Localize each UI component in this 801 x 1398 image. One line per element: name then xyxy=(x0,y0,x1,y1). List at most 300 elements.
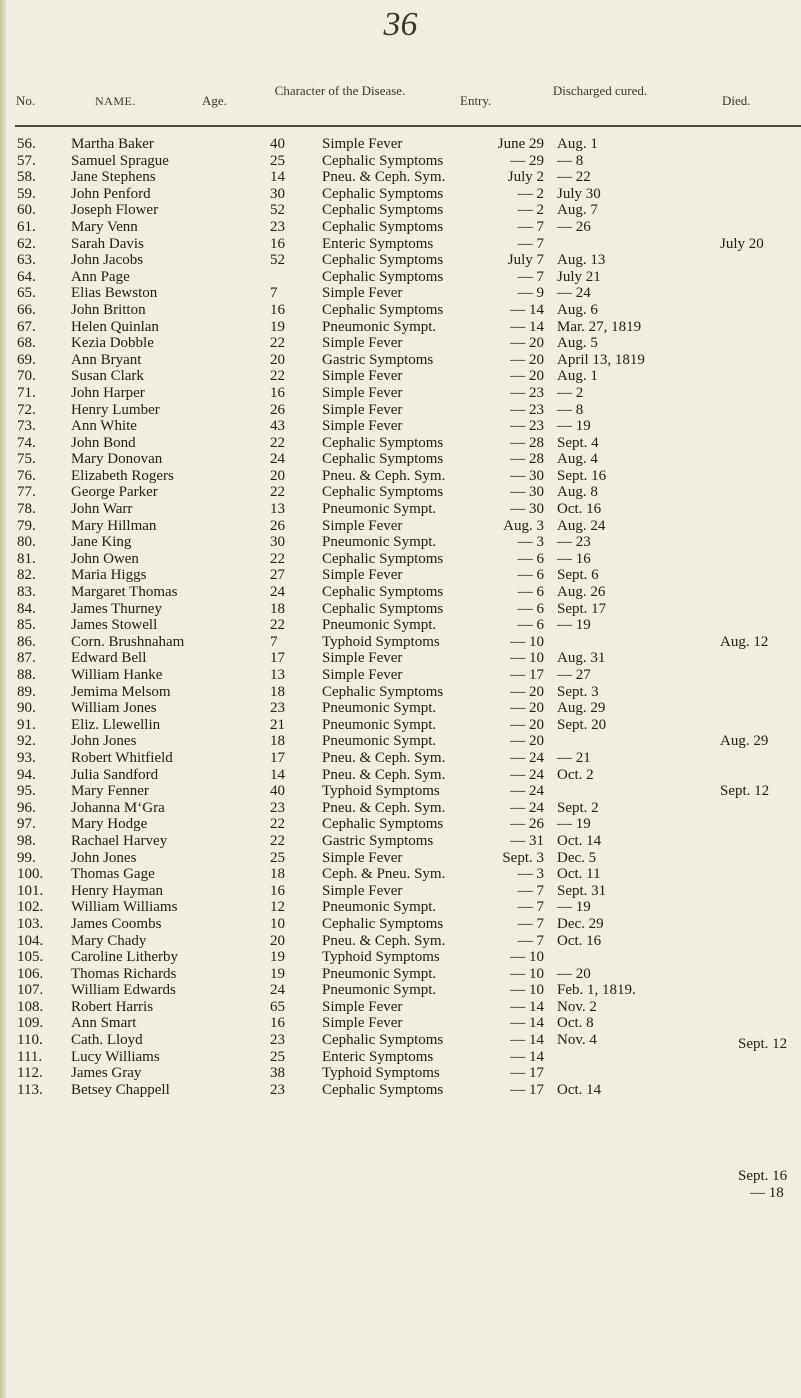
disease-character: Typhoid Symptoms xyxy=(322,949,440,966)
table-row xyxy=(0,302,801,319)
case-number: 101. xyxy=(17,882,44,899)
patient-age: 20 xyxy=(270,932,285,949)
discharged-date: — 8 xyxy=(557,152,584,169)
disease-character: Cephalic Symptoms xyxy=(322,484,444,501)
table-row xyxy=(0,1015,801,1032)
entry-date: — 20 xyxy=(510,716,544,733)
disease-character: Typhoid Symptoms xyxy=(322,633,440,650)
entry-date: — 7 xyxy=(517,932,544,949)
patient-age: 16 xyxy=(270,1015,285,1032)
entry-date: — 7 xyxy=(517,268,544,285)
header-name: NAME. xyxy=(95,94,136,108)
table-header xyxy=(0,82,801,122)
table-row xyxy=(0,501,801,518)
entry-date: — 20 xyxy=(510,368,544,385)
case-number: 86. xyxy=(17,633,36,650)
disease-character: Pneu. & Ceph. Sym. xyxy=(322,169,446,186)
patient-name: Rachael Harvey xyxy=(71,832,168,849)
patient-age: 22 xyxy=(270,816,285,833)
died-date: Aug. 12 xyxy=(720,633,769,650)
entry-date: — 28 xyxy=(510,434,544,451)
discharged-date: Feb. 1, 1819. xyxy=(557,982,636,999)
disease-character: Cephalic Symptoms xyxy=(322,185,444,202)
disease-character: Cephalic Symptoms xyxy=(322,600,444,617)
discharged-date: — 24 xyxy=(557,285,591,302)
discharged-date: — 16 xyxy=(557,550,591,567)
patient-age: 24 xyxy=(270,982,285,999)
case-number: 75. xyxy=(17,451,36,468)
patient-age: 23 xyxy=(270,1032,285,1049)
patient-age: 40 xyxy=(270,136,285,152)
disease-character: Cephalic Symptoms xyxy=(322,550,444,567)
discharged-date: — 23 xyxy=(557,534,591,551)
disease-character: Simple Fever xyxy=(322,335,403,352)
disease-character: Simple Fever xyxy=(322,517,403,534)
entry-date: — 10 xyxy=(510,650,544,667)
entry-date: — 30 xyxy=(510,501,544,518)
patient-name: Mary Venn xyxy=(71,218,138,235)
patient-name: James Thurney xyxy=(71,600,162,617)
case-number: 87. xyxy=(17,650,36,667)
disease-character: Gastric Symptoms xyxy=(322,832,434,849)
case-number: 110. xyxy=(17,1032,43,1049)
patient-age: 19 xyxy=(270,965,285,982)
patient-age: 18 xyxy=(270,683,285,700)
entry-date: — 7 xyxy=(517,235,544,252)
entry-date: — 6 xyxy=(517,584,544,601)
entry-date: — 30 xyxy=(510,467,544,484)
entry-date: — 2 xyxy=(517,202,544,219)
table-row xyxy=(0,733,801,750)
patient-name: Betsey Chappell xyxy=(71,1081,170,1098)
discharged-date: April 13, 1819 xyxy=(557,351,645,368)
patient-name: Ann Bryant xyxy=(71,351,142,368)
discharged-date: Aug. 24 xyxy=(557,517,606,534)
disease-character: Gastric Symptoms xyxy=(322,351,434,368)
disease-character: Cephalic Symptoms xyxy=(322,202,444,219)
discharged-date: Oct. 2 xyxy=(557,766,594,783)
table-row xyxy=(0,1082,801,1099)
entry-date: — 24 xyxy=(510,783,544,800)
patient-age: 22 xyxy=(270,832,285,849)
discharged-date: — 22 xyxy=(557,169,591,186)
died-note: Sept. 16 xyxy=(738,1168,788,1184)
discharged-date: Sept. 2 xyxy=(557,799,599,816)
patient-age: 38 xyxy=(270,1065,285,1082)
discharged-date: Mar. 27, 1819 xyxy=(557,318,642,335)
disease-character: Cephalic Symptoms xyxy=(322,683,444,700)
patient-name: Jane King xyxy=(71,534,132,551)
patient-age: 43 xyxy=(270,418,285,435)
died-note: — 18 xyxy=(750,1185,784,1201)
case-number: 78. xyxy=(17,501,36,518)
disease-character: Simple Fever xyxy=(322,1015,403,1032)
case-number: 100. xyxy=(17,866,44,883)
entry-date: — 31 xyxy=(510,832,544,849)
entry-date: — 20 xyxy=(510,335,544,352)
patient-name: Elizabeth Rogers xyxy=(71,467,174,484)
patient-name: Lucy Williams xyxy=(71,1048,160,1065)
disease-character: Pneu. & Ceph. Sym. xyxy=(322,467,446,484)
entry-date: — 3 xyxy=(517,866,544,883)
case-number: 81. xyxy=(17,550,36,567)
patient-age: 22 xyxy=(270,434,285,451)
page-number: 36 xyxy=(383,6,418,43)
entry-date: — 26 xyxy=(510,816,544,833)
table-row xyxy=(0,966,801,983)
patient-name: Jemima Melsom xyxy=(71,683,171,700)
table-row xyxy=(0,634,801,651)
entry-date: — 10 xyxy=(510,949,544,966)
table-row xyxy=(0,236,801,253)
table-row xyxy=(0,617,801,634)
case-number: 64. xyxy=(17,268,36,285)
discharged-date: Aug. 4 xyxy=(557,451,598,468)
patient-age: 24 xyxy=(270,451,285,468)
patient-name: John Owen xyxy=(71,550,139,567)
discharged-date: — 19 xyxy=(557,899,591,916)
patient-name: Kezia Dobble xyxy=(71,335,154,352)
entry-date: — 14 xyxy=(510,998,544,1015)
patient-name: Margaret Thomas xyxy=(71,584,178,601)
disease-character: Pneumonic Sympt. xyxy=(322,700,437,717)
patient-age: 25 xyxy=(270,152,285,169)
header-died: Died. xyxy=(722,93,751,108)
discharged-date: Sept. 20 xyxy=(557,716,607,733)
entry-date: — 14 xyxy=(510,318,544,335)
table-row xyxy=(0,816,801,833)
table-row xyxy=(0,650,801,667)
disease-character: Simple Fever xyxy=(322,650,403,667)
patient-age: 26 xyxy=(270,401,285,418)
discharged-date: Sept. 31 xyxy=(557,882,607,899)
patient-age: 16 xyxy=(270,301,285,318)
disease-character: Simple Fever xyxy=(322,849,403,866)
discharged-date: Nov. 4 xyxy=(557,1032,597,1049)
entry-date: — 14 xyxy=(510,301,544,318)
case-number: 83. xyxy=(17,584,36,601)
patient-age: 24 xyxy=(270,584,285,601)
case-number: 85. xyxy=(17,617,36,634)
discharged-date: Aug. 8 xyxy=(557,484,598,501)
disease-character: Cephalic Symptoms xyxy=(322,451,444,468)
table-row xyxy=(0,468,801,485)
patient-age: 23 xyxy=(270,218,285,235)
case-number: 93. xyxy=(17,749,36,766)
patient-age: 26 xyxy=(270,517,285,534)
case-number: 94. xyxy=(17,766,36,783)
header-age: Age. xyxy=(202,93,227,108)
discharged-date: Dec. 29 xyxy=(557,915,604,932)
disease-character: Pneumonic Sympt. xyxy=(322,982,437,999)
discharged-date: Oct. 11 xyxy=(557,866,601,883)
patient-age: 14 xyxy=(270,766,285,783)
disease-character: Cephalic Symptoms xyxy=(322,434,444,451)
disease-character: Cephalic Symptoms xyxy=(322,268,444,285)
discharged-date: Sept. 6 xyxy=(557,567,599,584)
patient-name: Mary Hodge xyxy=(71,816,148,833)
table-row xyxy=(0,1032,801,1049)
patient-name: Cath. Lloyd xyxy=(71,1032,143,1049)
case-number: 92. xyxy=(17,733,36,750)
case-number: 109. xyxy=(17,1015,44,1032)
entry-date: — 7 xyxy=(517,915,544,932)
discharged-date: Aug. 29 xyxy=(557,700,606,717)
patient-name: George Parker xyxy=(71,484,158,501)
patient-age: 20 xyxy=(270,351,285,368)
discharged-date: Sept. 17 xyxy=(557,600,607,617)
header-entry: Entry. xyxy=(460,93,492,108)
case-number: 73. xyxy=(17,418,36,435)
discharged-date: Oct. 16 xyxy=(557,501,602,518)
entry-date: — 6 xyxy=(517,617,544,634)
case-number: 69. xyxy=(17,351,36,368)
patient-age: 18 xyxy=(270,733,285,750)
disease-character: Simple Fever xyxy=(322,285,403,302)
patient-age: 10 xyxy=(270,915,285,932)
case-number: 66. xyxy=(17,301,36,318)
entry-date: June 29 xyxy=(497,136,544,152)
entry-date: — 9 xyxy=(517,285,544,302)
disease-character: Pneumonic Sympt. xyxy=(322,965,437,982)
case-number: 65. xyxy=(17,285,36,302)
patient-age: 13 xyxy=(270,667,285,683)
patient-name: Martha Baker xyxy=(71,136,154,152)
case-number: 63. xyxy=(17,252,36,269)
discharged-date: Nov. 2 xyxy=(557,998,597,1015)
patient-age: 12 xyxy=(270,899,285,916)
patient-name: Corn. Brushnaham xyxy=(71,633,185,650)
table-row xyxy=(0,335,801,352)
patient-age: 27 xyxy=(270,567,285,584)
case-number: 72. xyxy=(17,401,36,418)
died-note: Sept. 12 xyxy=(738,1036,788,1052)
patient-name: John Jones xyxy=(71,733,137,750)
died-date: Aug. 29 xyxy=(720,733,769,750)
patient-age: 25 xyxy=(270,849,285,866)
patient-name: Edward Bell xyxy=(71,650,147,667)
disease-character: Cephalic Symptoms xyxy=(322,218,444,235)
patient-age: 13 xyxy=(270,501,285,518)
entry-date: — 14 xyxy=(510,1032,544,1049)
table-row xyxy=(0,418,801,435)
disease-character: Pneu. & Ceph. Sym. xyxy=(322,766,446,783)
entry-date: — 2 xyxy=(517,185,544,202)
header-rule xyxy=(15,125,801,127)
discharged-date: Aug. 7 xyxy=(557,202,598,219)
disease-character: Simple Fever xyxy=(322,136,403,152)
table-row xyxy=(0,584,801,601)
patient-name: John Bond xyxy=(71,434,136,451)
disease-character: Pneumonic Sympt. xyxy=(322,733,437,750)
patient-name: William Jones xyxy=(71,700,157,717)
patient-name: Mary Hillman xyxy=(71,517,157,534)
table-row xyxy=(0,1065,801,1082)
discharged-date: Sept. 16 xyxy=(557,467,607,484)
table-row xyxy=(0,368,801,385)
entry-date: — 6 xyxy=(517,567,544,584)
table-row xyxy=(0,518,801,535)
entry-date: — 24 xyxy=(510,749,544,766)
table-row xyxy=(0,717,801,734)
patient-name: John Britton xyxy=(71,301,146,318)
table-row xyxy=(0,319,801,336)
table-row xyxy=(0,153,801,170)
entry-date: — 10 xyxy=(510,633,544,650)
patient-age: 52 xyxy=(270,202,285,219)
discharged-date: Oct. 14 xyxy=(557,1081,602,1098)
disease-character: Typhoid Symptoms xyxy=(322,1065,440,1082)
patient-age: 21 xyxy=(270,716,285,733)
discharged-date: Aug. 1 xyxy=(557,136,598,152)
patient-name: James Stowell xyxy=(71,617,158,634)
entry-date: — 23 xyxy=(510,401,544,418)
discharged-date: — 26 xyxy=(557,218,591,235)
table-row xyxy=(0,285,801,302)
patient-name: Maria Higgs xyxy=(71,567,147,584)
died-date: Sept. 12 xyxy=(720,783,770,800)
table-row xyxy=(0,866,801,883)
case-number: 95. xyxy=(17,783,36,800)
case-number: 58. xyxy=(17,169,36,186)
patient-name: Mary Donovan xyxy=(71,451,163,468)
discharged-date: Oct. 16 xyxy=(557,932,602,949)
case-number: 67. xyxy=(17,318,36,335)
patient-name: Julia Sandford xyxy=(71,766,159,783)
table-row xyxy=(0,252,801,269)
entry-date: — 7 xyxy=(517,882,544,899)
case-number: 111. xyxy=(17,1048,43,1065)
patient-name: William Williams xyxy=(71,899,178,916)
table-row xyxy=(0,667,801,684)
patient-name: William Hanke xyxy=(71,667,163,683)
table-row xyxy=(0,883,801,900)
discharged-date: Aug. 13 xyxy=(557,252,606,269)
table-row xyxy=(0,850,801,867)
disease-character: Simple Fever xyxy=(322,401,403,418)
case-number: 90. xyxy=(17,700,36,717)
patient-age: 25 xyxy=(270,1048,285,1065)
case-number: 96. xyxy=(17,799,36,816)
case-number: 80. xyxy=(17,534,36,551)
entry-date: — 23 xyxy=(510,418,544,435)
patient-name: Sarah Davis xyxy=(71,235,144,252)
discharged-date: — 20 xyxy=(557,965,591,982)
case-number: 105. xyxy=(17,949,44,966)
patient-name: Henry Hayman xyxy=(71,882,164,899)
disease-character: Cephalic Symptoms xyxy=(322,252,444,269)
table-row xyxy=(0,700,801,717)
entry-date: — 6 xyxy=(517,550,544,567)
patient-name: Thomas Gage xyxy=(71,866,155,883)
table-row xyxy=(0,451,801,468)
discharged-date: Dec. 5 xyxy=(557,849,597,866)
case-number: 102. xyxy=(17,899,44,916)
patient-age: 22 xyxy=(270,335,285,352)
case-number: 68. xyxy=(17,335,36,352)
disease-character: Pneumonic Sympt. xyxy=(322,899,437,916)
entry-date: — 17 xyxy=(510,1081,544,1098)
disease-character: Pneumonic Sympt. xyxy=(322,501,437,518)
patient-age: 7 xyxy=(270,285,278,302)
table-row xyxy=(0,435,801,452)
disease-character: Typhoid Symptoms xyxy=(322,783,440,800)
entry-date: — 23 xyxy=(510,384,544,401)
patient-name: James Coombs xyxy=(71,915,162,932)
patient-name: Ann Page xyxy=(71,268,130,285)
patient-name: Ann Smart xyxy=(71,1015,137,1032)
table-row xyxy=(0,202,801,219)
patient-age: 16 xyxy=(270,384,285,401)
case-number: 98. xyxy=(17,832,36,849)
patient-age: 18 xyxy=(270,866,285,883)
disease-character: Simple Fever xyxy=(322,384,403,401)
entry-date: — 20 xyxy=(510,351,544,368)
disease-character: Cephalic Symptoms xyxy=(322,152,444,169)
discharged-date: — 21 xyxy=(557,749,591,766)
patient-name: John Harper xyxy=(71,384,145,401)
table-row xyxy=(0,767,801,784)
table-row xyxy=(0,402,801,419)
patient-age: 23 xyxy=(270,700,285,717)
disease-character: Cephalic Symptoms xyxy=(322,816,444,833)
patient-age: 19 xyxy=(270,318,285,335)
case-number: 106. xyxy=(17,965,44,982)
table-row xyxy=(0,833,801,850)
table-row xyxy=(0,136,801,153)
case-number: 99. xyxy=(17,849,36,866)
entry-date: — 20 xyxy=(510,733,544,750)
patient-name: Joseph Flower xyxy=(71,202,159,219)
table-row xyxy=(0,783,801,800)
patient-name: John Penford xyxy=(71,185,151,202)
disease-character: Pneu. & Ceph. Sym. xyxy=(322,799,446,816)
case-number: 88. xyxy=(17,667,36,683)
entry-date: July 2 xyxy=(507,169,544,186)
patient-age: 23 xyxy=(270,1081,285,1098)
patient-name: William Edwards xyxy=(71,982,176,999)
patient-name: Elias Bewston xyxy=(71,285,158,302)
table-row xyxy=(0,916,801,933)
discharged-date: — 19 xyxy=(557,617,591,634)
disease-character: Cephalic Symptoms xyxy=(322,1032,444,1049)
table-row xyxy=(0,484,801,501)
patient-name: Robert Whitfield xyxy=(71,749,173,766)
table-row xyxy=(0,567,801,584)
patient-name: Helen Quinlan xyxy=(71,318,159,335)
disease-character: Ceph. & Pneu. Sym. xyxy=(322,866,446,883)
table-row xyxy=(0,352,801,369)
case-number: 103. xyxy=(17,915,44,932)
case-number: 62. xyxy=(17,235,36,252)
patient-age: 30 xyxy=(270,185,285,202)
table-row xyxy=(0,219,801,236)
table-row xyxy=(0,800,801,817)
case-number: 82. xyxy=(17,567,36,584)
case-number: 108. xyxy=(17,998,44,1015)
entry-date: — 7 xyxy=(517,899,544,916)
patient-age: 14 xyxy=(270,169,285,186)
entry-date: — 14 xyxy=(510,1048,544,1065)
table-row xyxy=(0,534,801,551)
table-row xyxy=(0,186,801,203)
table-row xyxy=(0,949,801,966)
patient-age: 22 xyxy=(270,617,285,634)
discharged-date: — 2 xyxy=(557,384,584,401)
table-row xyxy=(0,684,801,701)
discharged-date: Oct. 8 xyxy=(557,1015,594,1032)
disease-character: Pneumonic Sympt. xyxy=(322,617,437,634)
